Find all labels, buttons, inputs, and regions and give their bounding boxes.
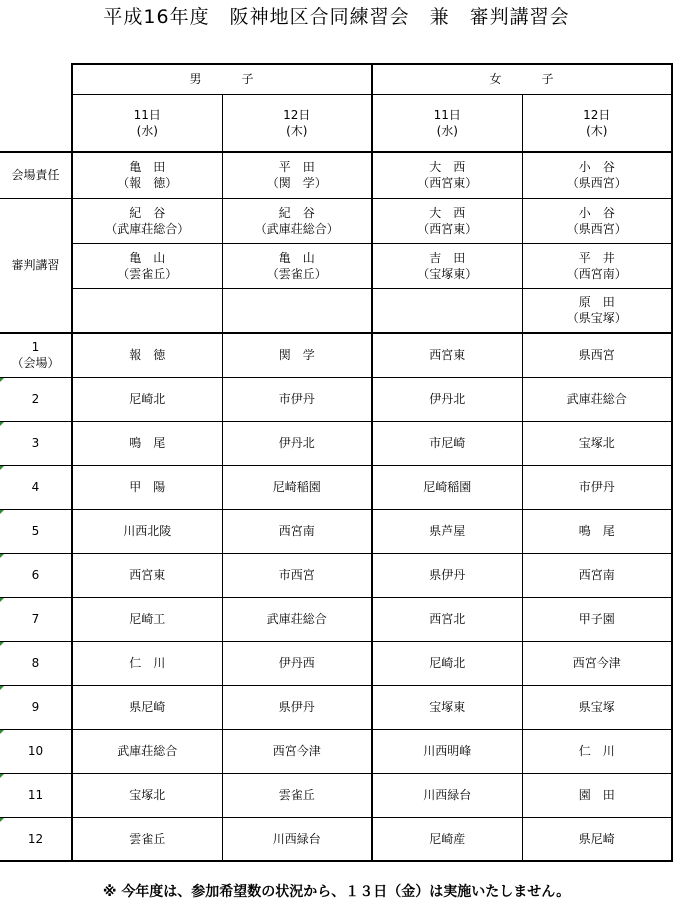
venue-school-cell: 武庫荘総合 xyxy=(222,597,372,641)
venue-school-cell: 宝塚東 xyxy=(372,685,522,729)
venue-manager-cell: 平 田 （関 学） xyxy=(222,152,372,198)
venue-row xyxy=(0,509,672,553)
header-boys: 男 子 xyxy=(72,64,372,94)
venue-number: 11 xyxy=(0,773,72,817)
referee-training-label: 審判講習 xyxy=(0,198,72,333)
venue-school-cell: 市西宮 xyxy=(222,553,372,597)
cell-marker-icon xyxy=(0,553,5,558)
referee-cell: 吉 田 （宝塚東） xyxy=(372,243,522,288)
cell-marker-icon xyxy=(0,729,5,734)
header-day-girls-11: 11日 (水) xyxy=(372,94,522,152)
venue-school-cell: 市伊丹 xyxy=(222,377,372,421)
header-day-boys-12: 12日 (木) xyxy=(222,94,372,152)
header-day-girls-12: 12日 (木) xyxy=(522,94,672,152)
venue-number: 5 xyxy=(0,509,72,553)
footnote: ※ 今年度は、参加希望数の状況から、１３日（金）は実施いたしません。 xyxy=(102,884,571,900)
cell-marker-icon xyxy=(0,641,5,646)
venue-school-cell: 市尼崎 xyxy=(372,421,522,465)
venue-school-cell: 川西北陵 xyxy=(72,509,222,553)
venue-number: 10 xyxy=(0,729,72,773)
venue-manager-cell: 大 西 （西宮東） xyxy=(372,152,522,198)
venue-school-cell: 甲子園 xyxy=(522,597,672,641)
venue-school-cell: 報 徳 xyxy=(72,333,222,377)
cell-marker-icon xyxy=(0,377,5,382)
venue-school-cell: 西宮南 xyxy=(522,553,672,597)
venue-school-cell: 宝塚北 xyxy=(522,421,672,465)
venue-school-cell: 県尼崎 xyxy=(72,685,222,729)
cell-marker-icon xyxy=(0,685,5,690)
referee-cell xyxy=(372,288,522,333)
cell-marker-icon xyxy=(0,817,5,822)
venue-number: 1 （会場） xyxy=(0,333,72,377)
venue-school-cell: 仁 川 xyxy=(72,641,222,685)
venue-row xyxy=(0,377,672,421)
venue-row xyxy=(0,421,672,465)
venue-school-cell: 尼崎北 xyxy=(72,377,222,421)
venue-school-cell: 尼崎工 xyxy=(72,597,222,641)
venue-school-cell: 伊丹北 xyxy=(372,377,522,421)
venue-school-cell: 宝塚北 xyxy=(72,773,222,817)
venue-school-cell: 市伊丹 xyxy=(522,465,672,509)
venue-school-cell: 西宮東 xyxy=(372,333,522,377)
venue-school-cell: 西宮南 xyxy=(222,509,372,553)
schedule-table xyxy=(0,63,673,862)
venue-school-cell: 鳴 尾 xyxy=(72,421,222,465)
venue-school-cell: 鳴 尾 xyxy=(522,509,672,553)
venue-school-cell: 雲雀丘 xyxy=(222,773,372,817)
venue-number: 9 xyxy=(0,685,72,729)
venue-school-cell: 県伊丹 xyxy=(372,553,522,597)
header-day-boys-11: 11日 (水) xyxy=(72,94,222,152)
venue-school-cell: 県尼崎 xyxy=(522,817,672,861)
venue-manager-cell: 亀 田 （報 徳） xyxy=(72,152,222,198)
venue-number: 6 xyxy=(0,553,72,597)
venue-school-cell: 尼崎稲園 xyxy=(222,465,372,509)
cell-marker-icon xyxy=(0,509,5,514)
venue-school-cell: 甲 陽 xyxy=(72,465,222,509)
venue-school-cell: 尼崎産 xyxy=(372,817,522,861)
header-girls: 女 子 xyxy=(372,64,672,94)
referee-cell: 紀 谷 （武庫荘総合） xyxy=(222,198,372,243)
venue-number: 3 xyxy=(0,421,72,465)
venue-row xyxy=(0,641,672,685)
venue-manager-cell: 小 谷 （県西宮） xyxy=(522,152,672,198)
venue-school-cell: 園 田 xyxy=(522,773,672,817)
referee-cell xyxy=(222,288,372,333)
venue-row xyxy=(0,333,672,377)
venue-school-cell: 県西宮 xyxy=(522,333,672,377)
venue-school-cell: 西宮北 xyxy=(372,597,522,641)
venue-number: 2 xyxy=(0,377,72,421)
venue-row xyxy=(0,685,672,729)
venue-school-cell: 尼崎稲園 xyxy=(372,465,522,509)
venue-school-cell: 県芦屋 xyxy=(372,509,522,553)
venue-school-cell: 雲雀丘 xyxy=(72,817,222,861)
venue-row xyxy=(0,773,672,817)
venue-number: 12 xyxy=(0,817,72,861)
venue-school-cell: 伊丹北 xyxy=(222,421,372,465)
venue-number: 7 xyxy=(0,597,72,641)
header-corner xyxy=(0,64,72,152)
venue-school-cell: 県伊丹 xyxy=(222,685,372,729)
venue-school-cell: 伊丹西 xyxy=(222,641,372,685)
page-title: 平成16年度 阪神地区合同練習会 兼 審判講習会 xyxy=(103,6,570,28)
venue-school-cell: 西宮今津 xyxy=(522,641,672,685)
cell-marker-icon xyxy=(0,421,5,426)
cell-marker-icon xyxy=(0,465,5,470)
venue-school-cell: 川西緑台 xyxy=(372,773,522,817)
referee-cell: 亀 山 （雲雀丘） xyxy=(72,243,222,288)
referee-cell: 紀 谷 （武庫荘総合） xyxy=(72,198,222,243)
venue-row xyxy=(0,465,672,509)
referee-cell: 亀 山 （雲雀丘） xyxy=(222,243,372,288)
referee-cell: 平 井 （西宮南） xyxy=(522,243,672,288)
referee-cell: 原 田 （県宝塚） xyxy=(522,288,672,333)
venue-manager-label: 会場責任 xyxy=(0,152,72,198)
venue-school-cell: 尼崎北 xyxy=(372,641,522,685)
cell-marker-icon xyxy=(0,773,5,778)
venue-row xyxy=(0,729,672,773)
venue-school-cell: 西宮東 xyxy=(72,553,222,597)
venue-school-cell: 関 学 xyxy=(222,333,372,377)
venue-school-cell: 県宝塚 xyxy=(522,685,672,729)
referee-cell: 小 谷 （県西宮） xyxy=(522,198,672,243)
venue-row xyxy=(0,597,672,641)
venue-school-cell: 川西緑台 xyxy=(222,817,372,861)
referee-cell xyxy=(72,288,222,333)
venue-school-cell: 仁 川 xyxy=(522,729,672,773)
venue-school-cell: 川西明峰 xyxy=(372,729,522,773)
venue-number: 8 xyxy=(0,641,72,685)
venue-school-cell: 西宮今津 xyxy=(222,729,372,773)
venue-row xyxy=(0,553,672,597)
referee-cell: 大 西 （西宮東） xyxy=(372,198,522,243)
venue-number: 4 xyxy=(0,465,72,509)
venue-school-cell: 武庫荘総合 xyxy=(72,729,222,773)
venue-school-cell: 武庫荘総合 xyxy=(522,377,672,421)
venue-row xyxy=(0,817,672,861)
cell-marker-icon xyxy=(0,597,5,602)
